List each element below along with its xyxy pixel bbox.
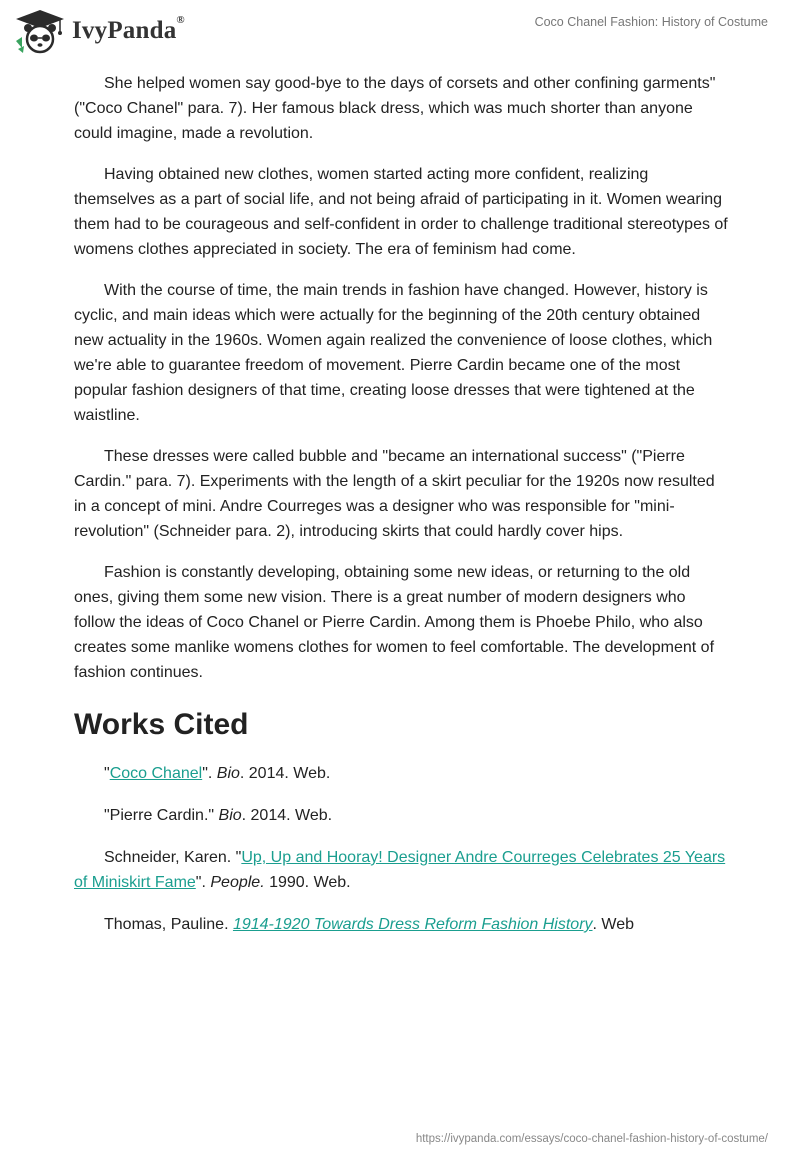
essay-content <box>74 71 728 954</box>
logo-text: IvyPanda® <box>72 13 185 44</box>
citation-coco-chanel: "Coco Chanel". Bio. 2014. Web. <box>104 765 331 782</box>
document-title: Coco Chanel Fashion: History of Costume <box>534 15 768 29</box>
citation-schneider: Schneider, Karen. "Up, Up and Hooray! Designer Andre Courreges Celebrates 25 Years of Miniskirt Fame". People. 1990. Web. <box>74 849 726 891</box>
fashion-history-link[interactable]: 1914-1920 Towards Dress Reform Fashion History <box>232 916 593 933</box>
page-header <box>0 0 800 60</box>
paragraph-2: Having obtained new clothes, women started acting more confident, realizing themselves as a part of social life, and not being afraid of participating in it. Women wearing them had to be courageous and self-confident in order to challenge traditional stereotypes of womens clothes appreciated in society. The era of feminism had come. <box>74 166 728 258</box>
works-cited-heading: Works Cited <box>74 708 249 741</box>
schneider-article-link[interactable]: Up, Up and Hooray! Designer Andre Courreges Celebrates 25 Years of Miniskirt Fame <box>74 849 726 891</box>
citation-pierre-cardin: "Pierre Cardin." Bio. 2014. Web. <box>104 807 333 824</box>
coco-chanel-link[interactable]: Coco Chanel <box>109 765 203 782</box>
citation-thomas: Thomas, Pauline. 1914-1920 Towards Dress Reform Fashion History. Web <box>104 916 635 933</box>
paragraph-1: She helped women say good-bye to the days of corsets and other confining garments" ("Coco Chanel" para. 7). Her famous black dress, which was much shorter than anyone could imagine, made a revolution. <box>74 75 716 142</box>
ivypanda-logo[interactable] <box>14 8 185 54</box>
panda-graduate-icon <box>14 8 66 54</box>
source-url: https://ivypanda.com/essays/coco-chanel-fashion-history-of-costume/ <box>415 1133 768 1145</box>
paragraph-4: These dresses were called bubble and "became an international success" ("Pierre Cardin." para. 7). Experiments with the length of a skirt peculiar for the 1920s now resulted in a concept of mini. Andre Courreges was a designer who was responsible for "mini-revolution" (Schneider para. 2), introducing skirts that could hardly cover hips. <box>74 448 715 540</box>
paragraph-5: Fashion is constantly developing, obtaining some new ideas, or returning to the old ones, giving them some new vision. There is a great number of modern designers who follow the ideas of Coco Chanel or Pierre Cardin. Among them is Phoebe Philo, who also creates some manlike womens clothes for women to feel comfortable. The development of fashion continues. <box>74 564 715 681</box>
paragraph-3: With the course of time, the main trends in fashion have changed. However, history is cyclic, and main ideas which were actually for the beginning of the 20th century obtained new actuality in the 1960s. Women again realized the convenience of loose clothes, which we're able to guarantee freedom of movement. Pierre Cardin became one of the most popular fashion designers of that time, creating loose dresses that were tightened at the waistline. <box>74 282 713 424</box>
